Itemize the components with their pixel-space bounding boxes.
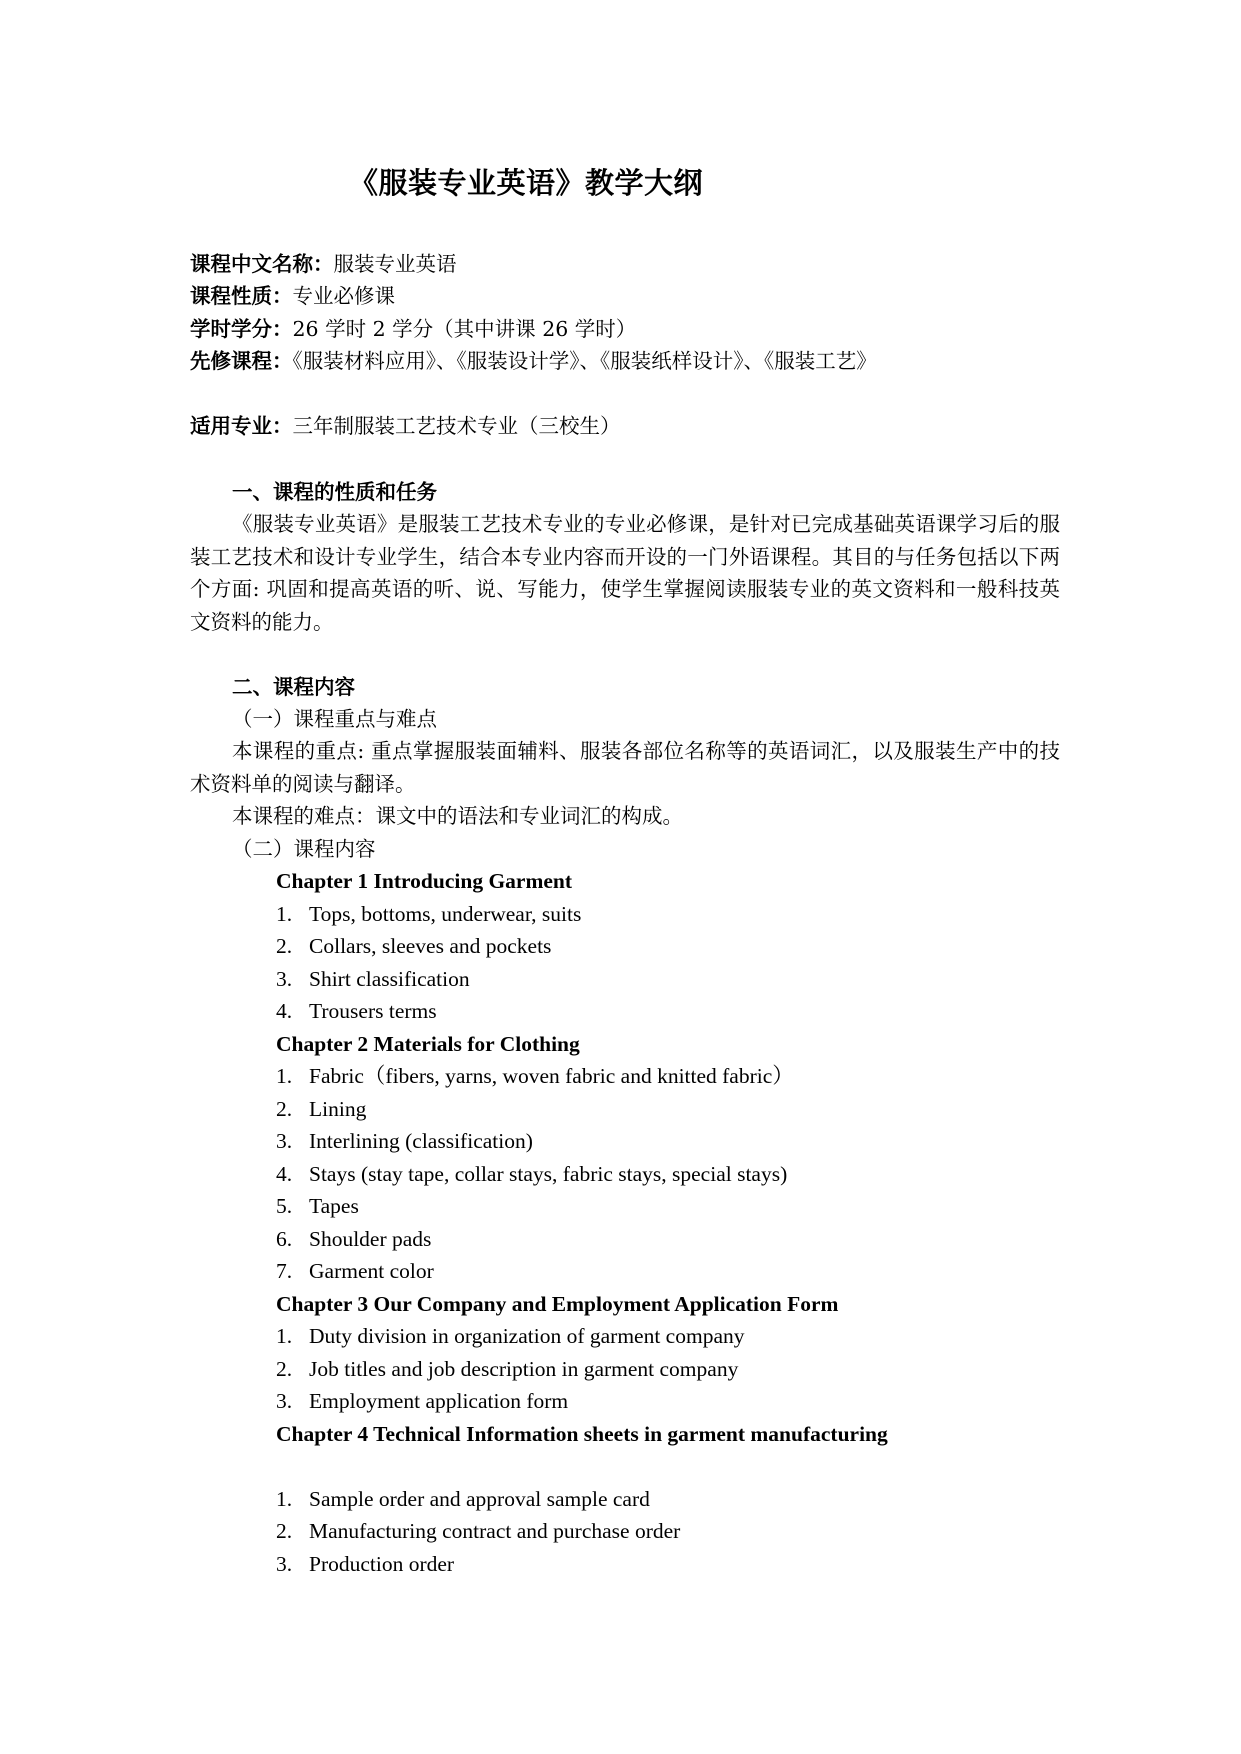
list-item-number: 7. bbox=[276, 1259, 293, 1283]
meta-course-nature-label: 课程性质： bbox=[190, 284, 293, 308]
list-item bbox=[276, 1158, 787, 1191]
meta-applicable-major-value: 三年制服装工艺技术专业（三校生） bbox=[292, 414, 621, 438]
list-item bbox=[276, 1125, 533, 1158]
section1-body: 《服装专业英语》是服装工艺技术专业的专业必修课，是针对已完成基础英语课学习后的服装工艺技术和设计专业学生，结合本专业内容而开设的一门外语课程。其目的与任务包括以下两个方面: 巩固和提高英语的听、说、写能力，使学生掌握阅读服装专业的英文资料和一般科技英文资料的能力。 bbox=[190, 512, 1060, 634]
list-item-text: Sample order and approval sample card bbox=[309, 1487, 650, 1511]
list-item-number: 6. bbox=[276, 1227, 293, 1251]
list-item-number: 1. bbox=[276, 1064, 293, 1088]
meta-course-name-value: 服装专业英语 bbox=[333, 252, 457, 276]
list-item-number: 2. bbox=[276, 934, 293, 958]
list-item bbox=[276, 930, 551, 963]
list-item bbox=[276, 1320, 745, 1353]
list-item-text: Stays (stay tape, collar stays, fabric stays, special stays) bbox=[309, 1162, 788, 1186]
list-item-text: Job titles and job description in garment company bbox=[309, 1357, 739, 1381]
list-item-number: 5. bbox=[276, 1194, 293, 1218]
section2-subheading-content: （二）课程内容 bbox=[232, 837, 376, 861]
list-item-number: 1. bbox=[276, 1324, 293, 1348]
list-item bbox=[276, 1255, 434, 1288]
list-item-text: Tops, bottoms, underwear, suits bbox=[309, 902, 582, 926]
list-item-text: Shirt classification bbox=[309, 967, 470, 991]
list-item-number: 2. bbox=[276, 1357, 293, 1381]
meta-course-name-label: 课程中文名称： bbox=[190, 252, 334, 276]
meta-applicable-major bbox=[190, 410, 621, 443]
list-item-number: 1. bbox=[276, 902, 293, 926]
list-item-number: 2. bbox=[276, 1097, 293, 1121]
list-item-text: Duty division in organization of garment company bbox=[309, 1324, 745, 1348]
list-item-text: Employment application form bbox=[309, 1389, 569, 1413]
list-item bbox=[276, 898, 581, 931]
chapter-4-title: Chapter 4 Technical Information sheets in garment manufacturing bbox=[276, 1422, 888, 1446]
list-item-number: 1. bbox=[276, 1487, 293, 1511]
difficulty-paragraph: 本课程的难点：课文中的语法和专业词汇的构成。 bbox=[232, 804, 683, 828]
list-item bbox=[276, 1548, 454, 1581]
list-item-number: 3. bbox=[276, 1129, 293, 1153]
list-item-number: 4. bbox=[276, 1162, 293, 1186]
list-item bbox=[276, 995, 437, 1028]
list-item-number: 3. bbox=[276, 967, 293, 991]
meta-prerequisites-value: 《服装材料应用》、《服装设计学》、《服装纸样设计》、《服装工艺》 bbox=[292, 349, 877, 373]
list-item-text: Tapes bbox=[309, 1194, 359, 1218]
list-item-text: Fabric（fibers, yarns, woven fabric and knitted fabric） bbox=[309, 1064, 794, 1088]
meta-course-nature bbox=[190, 280, 395, 313]
chapter-2-title: Chapter 2 Materials for Clothing bbox=[276, 1032, 580, 1056]
list-item-text: Interlining (classification) bbox=[309, 1129, 533, 1153]
list-item-number: 4. bbox=[276, 999, 293, 1023]
chapter-3-title: Chapter 3 Our Company and Employment Application Form bbox=[276, 1292, 839, 1316]
section2-heading: 二、课程内容 bbox=[232, 675, 355, 699]
section2-subheading-key-points: （一）课程重点与难点 bbox=[232, 707, 437, 731]
document-title: 《服装专业英语》教学大纲 bbox=[349, 166, 704, 200]
list-item-number: 2. bbox=[276, 1519, 293, 1543]
meta-prerequisites-label: 先修课程： bbox=[190, 349, 293, 373]
list-item bbox=[276, 963, 470, 996]
list-item-text: Lining bbox=[309, 1097, 367, 1121]
meta-course-name bbox=[190, 248, 457, 281]
list-item-text: Trousers terms bbox=[309, 999, 437, 1023]
meta-hours-credits bbox=[190, 313, 636, 346]
list-item-text: Production order bbox=[309, 1552, 455, 1576]
list-item bbox=[276, 1093, 366, 1126]
meta-prerequisites bbox=[190, 345, 877, 378]
section1-heading: 一、课程的性质和任务 bbox=[232, 480, 437, 504]
list-item-text: Garment color bbox=[309, 1259, 434, 1283]
meta-hours-credits-value: 26 学时 2 学分（其中讲课 26 学时） bbox=[292, 317, 637, 341]
list-item-number: 3. bbox=[276, 1552, 293, 1576]
meta-hours-credits-label: 学时学分： bbox=[190, 317, 293, 341]
key-point-paragraph: 本课程的重点: 重点掌握服装面辅料、服装各部位名称等的英语词汇，以及服装生产中的技术资料单的阅读与翻译。 bbox=[190, 739, 1060, 796]
list-item bbox=[276, 1483, 650, 1516]
list-item bbox=[276, 1385, 568, 1418]
meta-course-nature-value: 专业必修课 bbox=[292, 284, 395, 308]
meta-applicable-major-label: 适用专业： bbox=[190, 414, 293, 438]
list-item bbox=[276, 1223, 431, 1256]
list-item-text: Shoulder pads bbox=[309, 1227, 432, 1251]
list-item bbox=[276, 1515, 680, 1548]
list-item-text: Collars, sleeves and pockets bbox=[309, 934, 552, 958]
list-item-text: Manufacturing contract and purchase order bbox=[309, 1519, 681, 1543]
list-item bbox=[276, 1060, 794, 1093]
list-item-number: 3. bbox=[276, 1389, 293, 1413]
list-item bbox=[276, 1190, 359, 1223]
chapter-1-title: Chapter 1 Introducing Garment bbox=[276, 869, 573, 893]
list-item bbox=[276, 1353, 738, 1386]
